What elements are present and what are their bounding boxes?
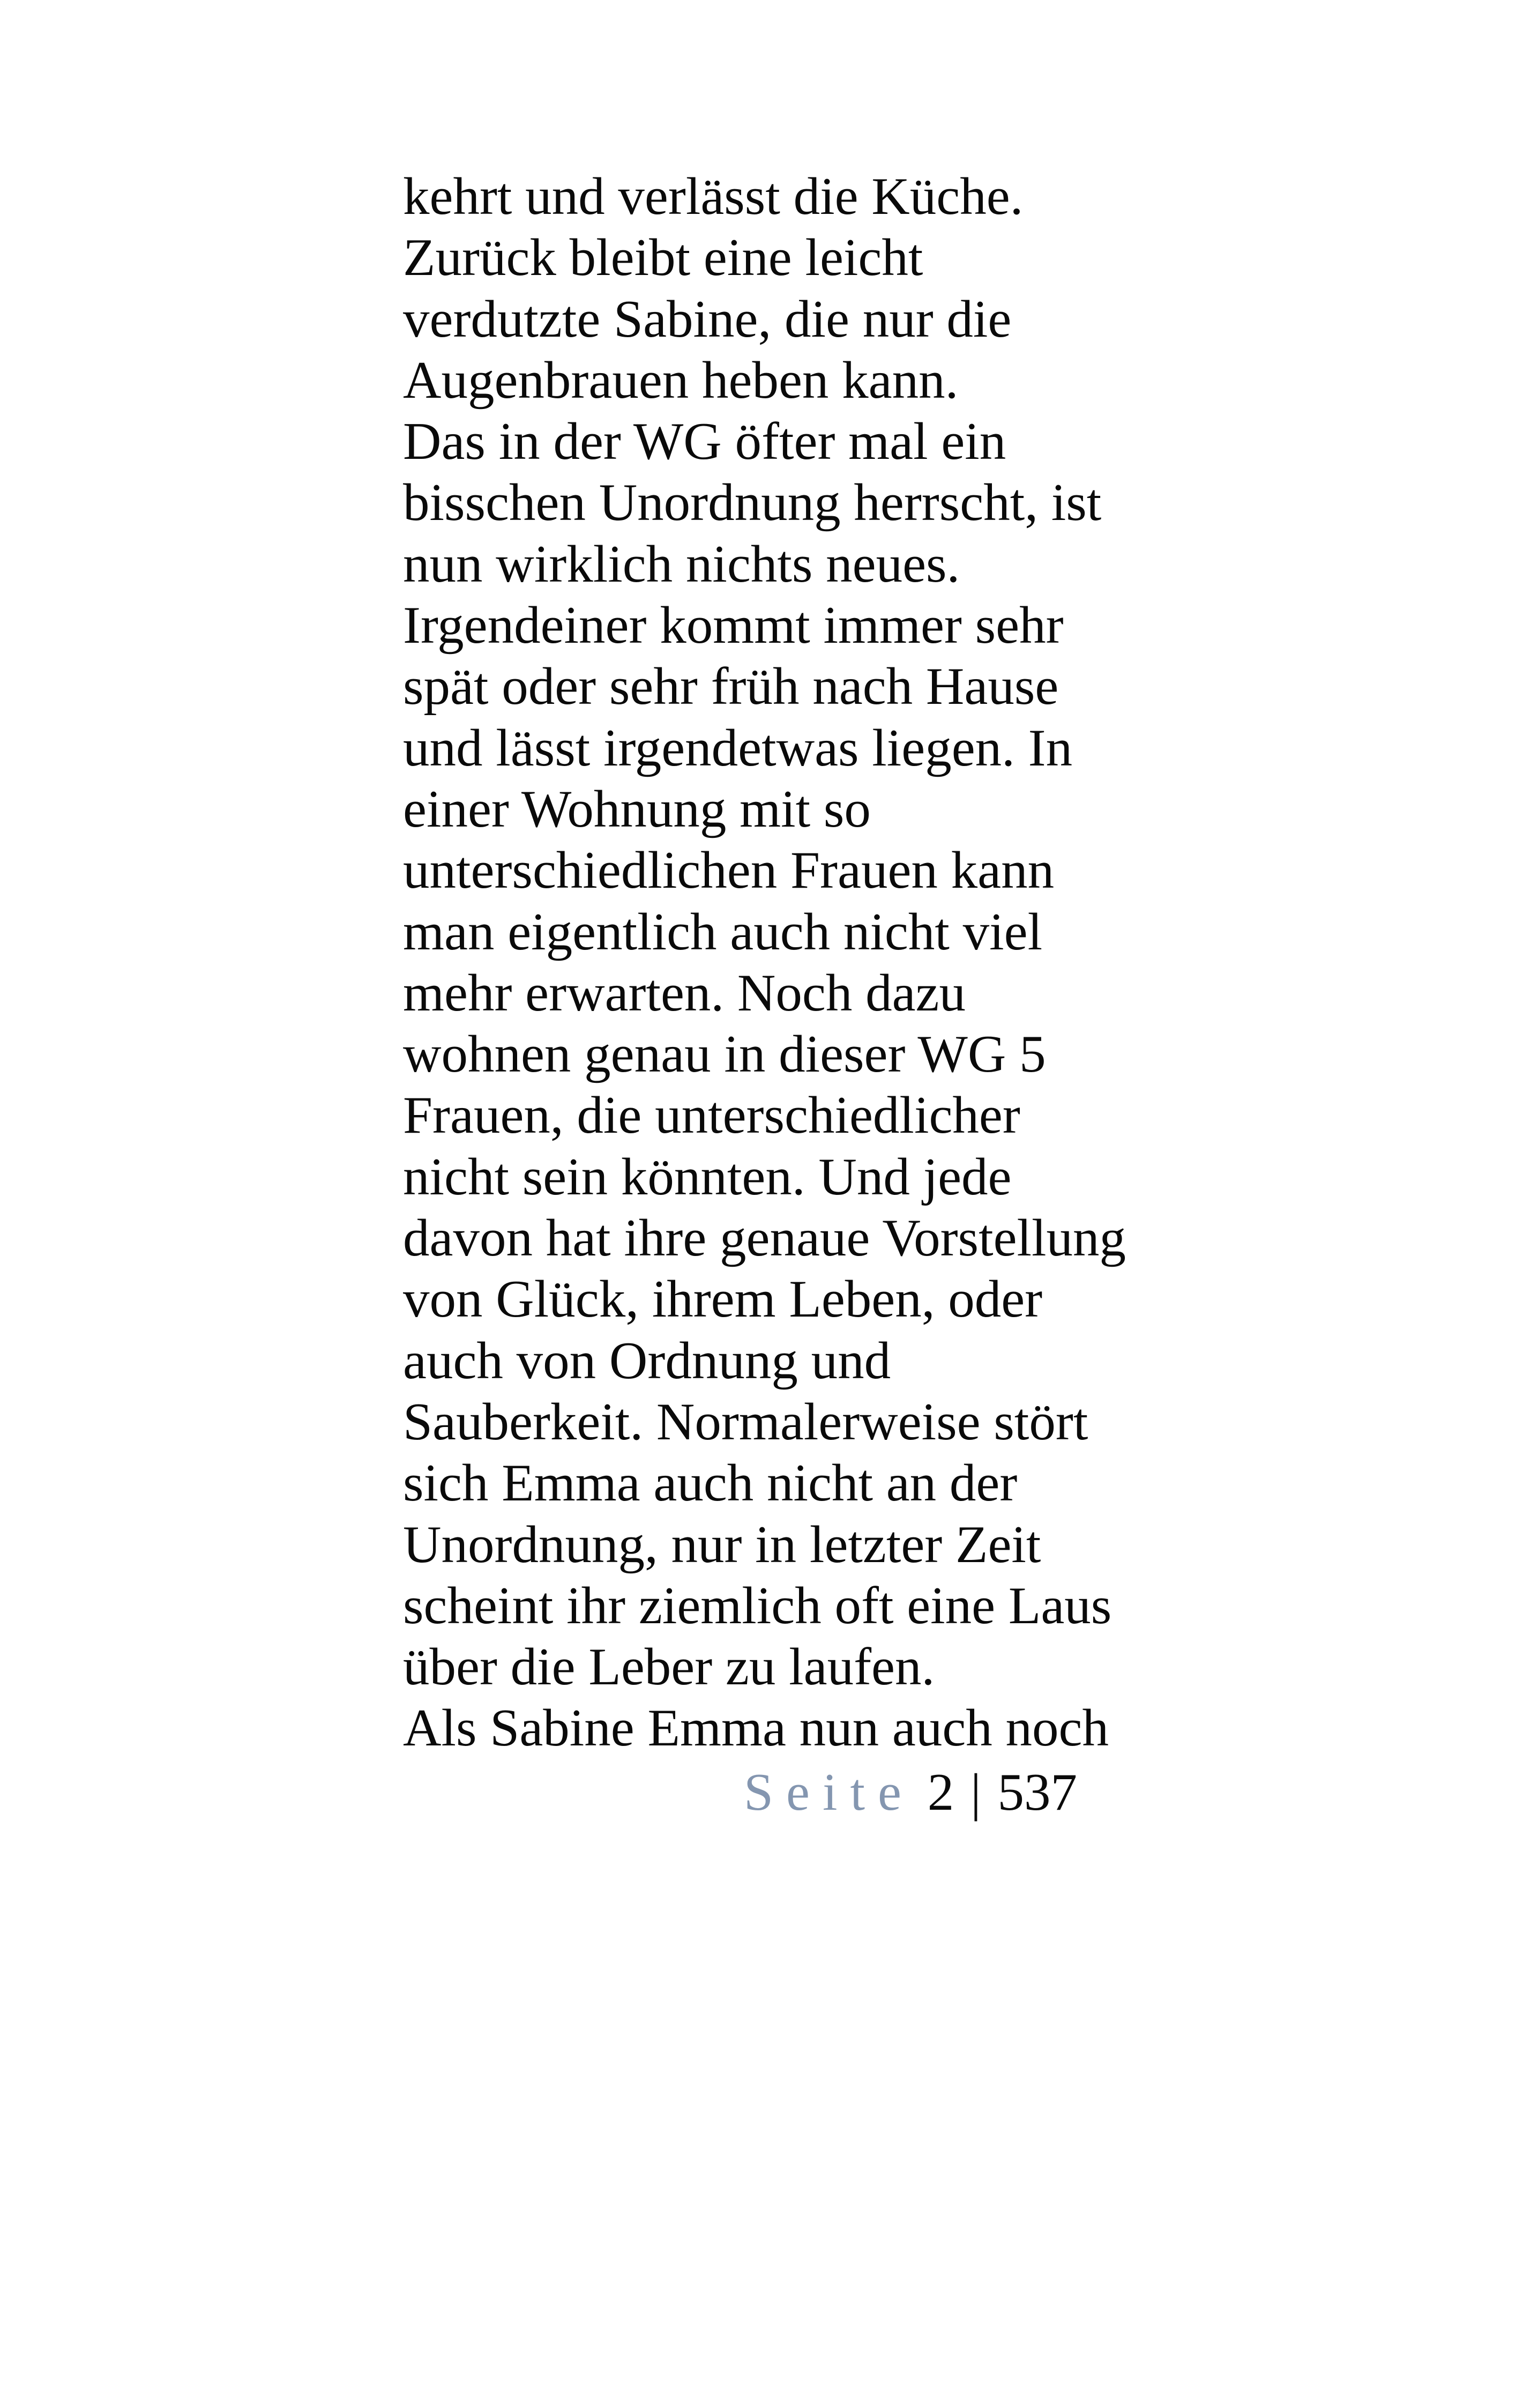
text-line: Sauberkeit. Normalerweise stört — [403, 1392, 1088, 1451]
text-line: nicht sein könnten. Und jede — [403, 1147, 1012, 1206]
page-footer — [744, 1762, 1077, 1823]
text-line: nun wirklich nichts neues. — [403, 534, 960, 593]
total-pages: 537 — [997, 1763, 1078, 1822]
text-line: sich Emma auch nicht an der — [403, 1454, 1018, 1513]
text-line: von Glück, ihrem Leben, oder — [403, 1270, 1043, 1329]
text-line: verdutzte Sabine, die nur die — [403, 289, 1012, 348]
body-text — [403, 166, 1153, 1759]
page-separator: | — [970, 1763, 981, 1822]
text-line: scheint ihr ziemlich oft eine Laus — [403, 1576, 1112, 1635]
text-line: kehrt und verlässt die Küche. — [403, 167, 1024, 226]
text-line: und lässt irgendetwas liegen. In — [403, 718, 1073, 777]
text-line: über die Leber zu laufen. — [403, 1638, 935, 1697]
text-line: spät oder sehr früh nach Hause — [403, 657, 1059, 716]
text-line: Zurück bleibt eine leicht — [403, 228, 923, 287]
page-label: Seite — [744, 1763, 914, 1822]
text-line: Unordnung, nur in letzter Zeit — [403, 1515, 1041, 1574]
text-line: unterschiedlichen Frauen kann — [403, 841, 1055, 900]
text-line: man eigentlich auch nicht viel — [403, 902, 1043, 961]
text-line: davon hat ihre genaue Vorstellung — [403, 1209, 1126, 1268]
text-line: mehr erwarten. Noch dazu — [403, 963, 966, 1022]
text-line: einer Wohnung mit so — [403, 779, 871, 838]
text-line: Irgendeiner kommt immer sehr — [403, 596, 1064, 655]
text-line: auch von Ordnung und — [403, 1331, 891, 1390]
text-line: wohnen genau in dieser WG 5 — [403, 1025, 1046, 1084]
text-line: Das in der WG öfter mal ein — [403, 412, 1006, 471]
text-line: Als Sabine Emma nun auch noch — [403, 1699, 1109, 1758]
text-line: bisschen Unordnung herrscht, ist — [403, 473, 1102, 532]
text-line: Augenbrauen heben kann. — [403, 351, 959, 410]
text-line: Frauen, die unterschiedlicher — [403, 1086, 1020, 1145]
page-number: 2 — [927, 1763, 954, 1822]
